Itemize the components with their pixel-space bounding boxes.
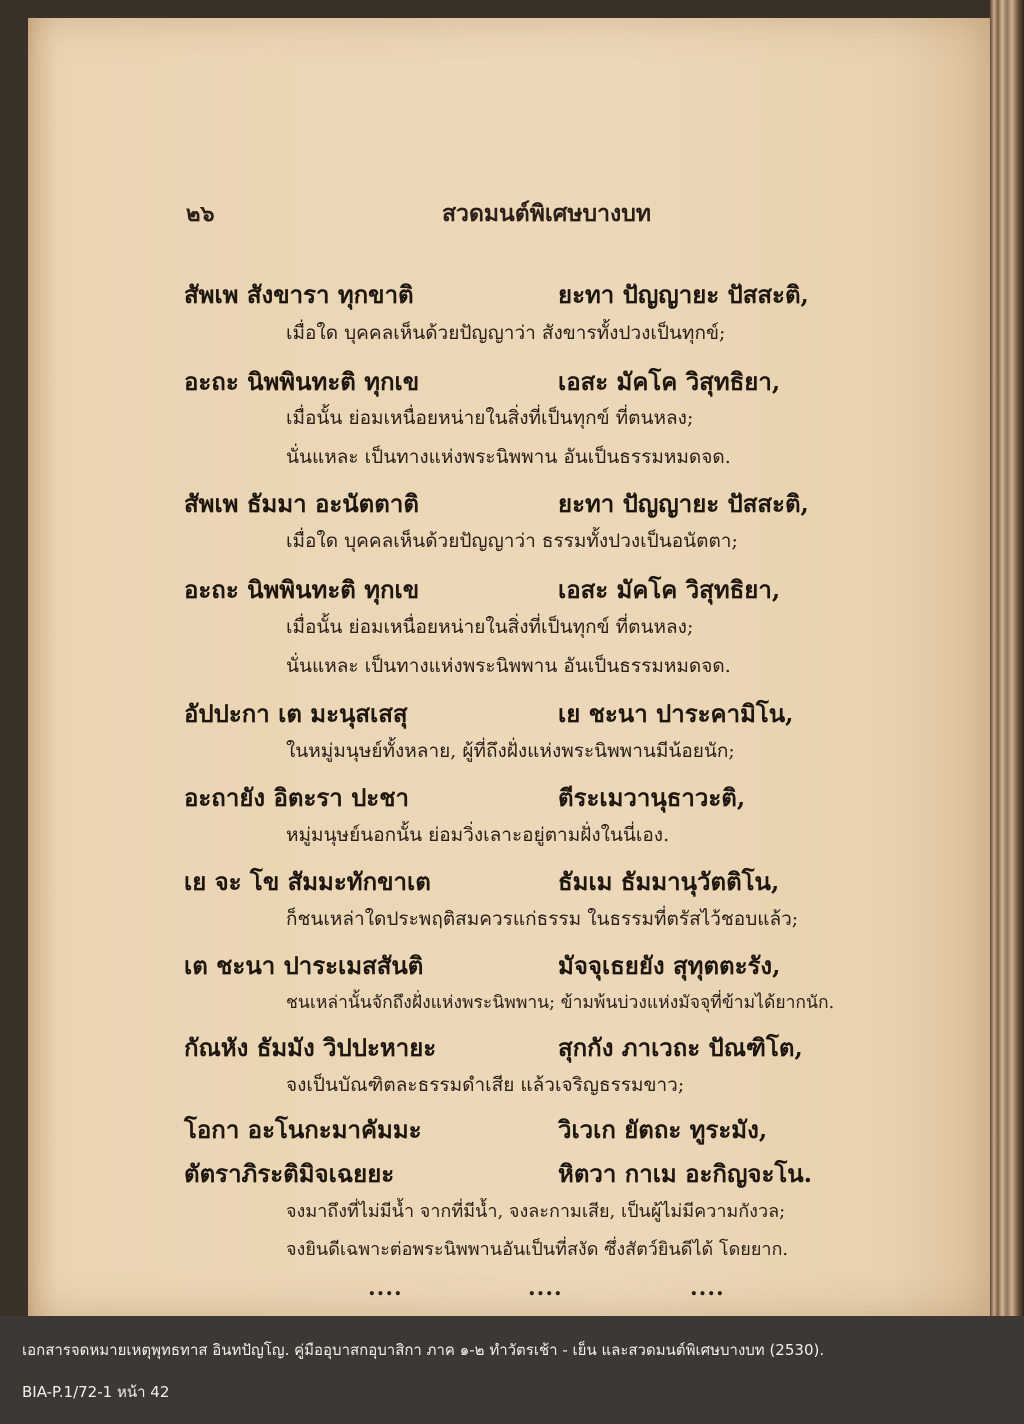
archive-reference: BIA-P.1/72-1 หน้า 42 [22, 1383, 170, 1401]
page-header [186, 196, 806, 230]
pali-verse-left: เย จะ โข สัมมะทักขาเต [184, 867, 431, 896]
pali-verse-right: เย ชะนา ปาระคามิโน, [558, 699, 794, 728]
translation-line: เมื่อนั้น ย่อมเหนื่อยหน่ายในสิ่งที่เป็นทุกข์ ที่ตนหลง; [286, 616, 694, 638]
divider-dots: .... [528, 1275, 563, 1301]
translation-line: จงยินดีเฉพาะต่อพระนิพพานอันเป็นที่สงัด ซึ่งสัตว์ยินดีได้ โดยยาก. [286, 1239, 789, 1260]
section-divider-dots [360, 1275, 740, 1301]
pali-verse-6 [184, 778, 844, 812]
pali-verse-left: เต ชะนา ปาระเมสสันติ [184, 951, 424, 980]
pali-verse-7 [184, 862, 844, 896]
pali-verse-2 [184, 362, 844, 396]
translation-line: จงเป็นบัณฑิตละธรรมดำเสีย แล้วเจริญธรรมขาว; [286, 1074, 685, 1096]
translation-line: จงมาถึงที่ไม่มีน้ำ จากที่มีน้ำ, จงละกามเสีย, เป็นผู้ไม่มีความกังวล; [286, 1201, 786, 1222]
archive-caption-bar [0, 1316, 1024, 1424]
translation-line: เมื่อนั้น ย่อมเหนื่อยหน่ายในสิ่งที่เป็นทุกข์ ที่ตนหลง; [286, 407, 694, 429]
divider-dots: .... [368, 1275, 403, 1301]
pali-verse-left: อะถายัง อิตะรา ปะชา [184, 783, 409, 812]
pali-verse-right: เอสะ มัคโค วิสุทธิยา, [558, 575, 781, 604]
pali-verse-right: ธัมเม ธัมมานุวัตติโน, [558, 867, 780, 896]
archive-citation: เอกสารจดหมายเหตุพุทธทาส อินทปัญโญ. คู่มืออุบาสกอุบาสิกา ภาค ๑-๒ ทำวัตรเช้า - เย็น และสวดมนต์พิเศษบางบท (2530). [22, 1341, 825, 1359]
pali-verse-3 [184, 484, 844, 518]
pali-verse-left: อะถะ นิพพินทะติ ทุกเข [184, 367, 420, 396]
pali-verse-right: ตีระเมวานุธาวะติ, [558, 783, 746, 812]
translation-line: หมู่มนุษย์นอกนั้น ย่อมวิ่งเลาะอยู่ตามฝั่งในนี่เอง. [286, 824, 670, 846]
pali-verse-11 [184, 1154, 844, 1188]
pali-verse-left: อัปปะกา เต มะนุสเสสุ [184, 699, 408, 728]
pali-verse-left: อะถะ นิพพินทะติ ทุกเข [184, 575, 420, 604]
divider-dots: .... [690, 1275, 725, 1301]
pali-verse-9 [184, 1028, 844, 1062]
translation-line: ในหมู่มนุษย์ทั้งหลาย, ผู้ที่ถึงฝั่งแห่งพระนิพพานมีน้อยนัก; [286, 740, 735, 762]
pali-verse-right: ยะทา ปัญญายะ ปัสสะติ, [558, 489, 809, 518]
pali-verse-left: ตัตราภิระติมิจเฉยยะ [184, 1159, 395, 1188]
page-number: ๒๖ [186, 201, 215, 227]
pali-verse-left: สัพเพ สังขารา ทุกขาติ [184, 280, 414, 309]
pali-verse-10 [184, 1110, 844, 1144]
pali-verse-right: เอสะ มัคโค วิสุทธิยา, [558, 367, 781, 396]
pali-verse-1 [184, 275, 844, 309]
pali-verse-4 [184, 570, 844, 604]
pali-verse-right: ยะทา ปัญญายะ ปัสสะติ, [558, 280, 809, 309]
pali-verse-right: สุกกัง ภาเวถะ ปัณฑิโต, [558, 1033, 803, 1062]
translation-line: นั่นแหละ เป็นทางแห่งพระนิพพาน อันเป็นธรรมหมดจด. [286, 655, 731, 677]
book-page-edge [990, 0, 1024, 1316]
translation-line: นั่นแหละ เป็นทางแห่งพระนิพพาน อันเป็นธรรมหมดจด. [286, 446, 731, 468]
pali-verse-left: สัพเพ ธัมมา อะนัตตาติ [184, 489, 419, 518]
pali-verse-left: โอกา อะโนกะมาคัมมะ [184, 1115, 422, 1144]
page-title: สวดมนต์พิเศษบางบท [442, 200, 651, 227]
translation-line: เมื่อใด บุคคลเห็นด้วยปัญญาว่า สังขารทั้งปวงเป็นทุกข์; [286, 322, 726, 344]
pali-verse-8 [184, 946, 844, 980]
translation-line: ก็ชนเหล่าใดประพฤติสมควรแก่ธรรม ในธรรมที่ตรัสไว้ชอบแล้ว; [286, 908, 799, 930]
translation-line: ชนเหล่านั้นจักถึงฝั่งแห่งพระนิพพาน; ข้ามพ้นบ่วงแห่งมัจจุที่ข้ามได้ยากนัก. [286, 993, 835, 1013]
pali-verse-left: กัณหัง ธัมมัง วิปปะหายะ [184, 1033, 437, 1062]
pali-verse-right: หิตวา กาเม อะกิญจะโน. [558, 1159, 812, 1188]
pali-verse-right: มัจจุเธยยัง สุทุตตะรัง, [558, 951, 781, 980]
pali-verse-5 [184, 694, 844, 728]
pali-verse-right: วิเวเก ยัตถะ ทูระมัง, [558, 1115, 768, 1144]
translation-line: เมื่อใด บุคคลเห็นด้วยปัญญาว่า ธรรมทั้งปวงเป็นอนัตตา; [286, 530, 738, 552]
